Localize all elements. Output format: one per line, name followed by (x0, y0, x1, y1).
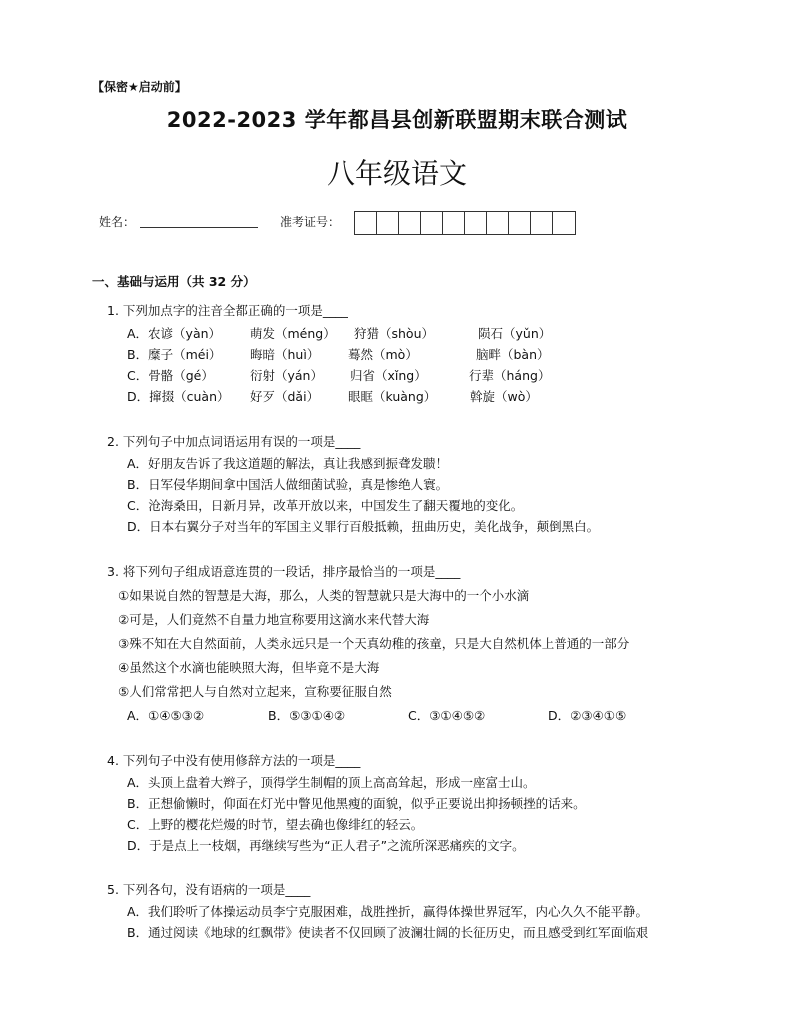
q3-sentence-4: ④虽然这个水滴也能映照大海，但毕竟不是大海 (118, 660, 380, 675)
section-heading: 一、基础与运用（共 32 分） (92, 274, 256, 289)
q4-option-b: B．正想偷懒时，仰面在灯光中瞥见他黑瘦的面貌，似乎正要说出抑扬顿挫的话来。 (127, 796, 586, 811)
exam-number-box[interactable] (553, 212, 575, 234)
q1-option-text: 晦暗（huì） (250, 347, 320, 362)
q1-option-text: 蓦然（mò） (348, 347, 418, 362)
q1-option-text: B．糜子（méi） (127, 347, 222, 362)
name-field[interactable] (140, 227, 258, 228)
q3-choice-b: B．⑤③①④② (268, 708, 346, 723)
q4-option-a: A．头顶上盘着大辫子，顶得学生制帽的顶上高高耸起，形成一座富士山。 (127, 775, 536, 790)
q2-option-d: D．日本右翼分子对当年的军国主义罪行百般抵赖，扭曲历史，美化战争，颠倒黑白。 (127, 519, 600, 534)
q4-option-d: D．于是点上一枝烟，再继续写些为“正人君子”之流所深恶痛疾的文字。 (127, 838, 525, 853)
exam-number-boxes[interactable] (354, 211, 576, 235)
q3-choice-d: D．②③④①⑤ (548, 708, 627, 723)
q3-choice-a: A．①④⑤③② (127, 708, 205, 723)
exam-number-label: 准考证号： (280, 215, 341, 229)
q1-option-text: 行辈（háng） (469, 368, 551, 383)
exam-title: 2022-2023 学年都昌县创新联盟期末联合测试 (166, 108, 628, 132)
q1-option-text: D．撺掇（cuàn） (127, 389, 230, 404)
q1-option-text: 好歹（dǎi） (250, 389, 320, 404)
q1-option-text: 斡旋（wò） (470, 389, 538, 404)
q2-option-b: B．日军侵华期间拿中国活人做细菌试验，真是惨绝人寰。 (127, 477, 449, 492)
q2-option-a: A．好朋友告诉了我这道题的解法，真让我感到振聋发聩！ (127, 456, 449, 471)
confidential-label: 【保密★启动前】 (92, 80, 187, 94)
q3-sentence-2: ②可是，人们竟然不自量力地宣称要用这滴水来代替大海 (118, 612, 430, 627)
q5-stem: 5. 下列各句，没有语病的一项是____ (107, 882, 311, 897)
exam-subtitle: 八年级语文 (326, 157, 467, 190)
exam-number-box[interactable] (465, 212, 487, 234)
q4-stem: 4. 下列句子中没有使用修辞方法的一项是____ (107, 753, 361, 768)
q1-option-text: 萌发（méng） (250, 326, 336, 341)
exam-number-box[interactable] (531, 212, 553, 234)
q3-choice-c: C．③①④⑤② (408, 708, 486, 723)
q3-sentence-1: ①如果说自然的智慧是大海，那么，人类的智慧就只是大海中的一个小水滴 (118, 588, 530, 603)
q1-option-text: 眼眶（kuàng） (348, 389, 437, 404)
q3-sentence-3: ③殊不知在大自然面前，人类永远只是一个天真幼稚的孩童，只是大自然机体上普通的一部分 (118, 636, 630, 651)
q4-option-c: C．上野的樱花烂熳的时节，望去确也像绯红的轻云。 (127, 817, 424, 832)
q1-stem: 1. 下列加点字的注音全都正确的一项是____ (107, 303, 348, 318)
q1-option-text: C．骨骼（gé） (127, 368, 214, 383)
q5-option-b: B．通过阅读《地球的红飘带》使读者不仅回顾了波澜壮阔的长征历史，而且感受到红军面临艰 (127, 925, 649, 940)
exam-number-box[interactable] (509, 212, 531, 234)
q1-option-text: 狩猎（shòu） (354, 326, 435, 341)
q3-stem: 3. 将下列句子组成语意连贯的一段话，排序最恰当的一项是____ (107, 564, 461, 579)
exam-number-box[interactable] (399, 212, 421, 234)
q1-option-text: 脑畔（bàn） (476, 347, 550, 362)
q2-stem: 2. 下列句子中加点词语运用有误的一项是____ (107, 434, 361, 449)
q5-option-a: A．我们聆听了体操运动员李宁克服困难，战胜挫折，赢得体操世界冠军，内心久久不能平静。 (127, 904, 649, 919)
q1-option-text: A．农谚（yàn） (127, 326, 222, 341)
q3-sentence-5: ⑤人们常常把人与自然对立起来，宣称要征服自然 (118, 684, 392, 699)
exam-number-box[interactable] (355, 212, 377, 234)
exam-number-box[interactable] (443, 212, 465, 234)
name-label: 姓名： (99, 215, 136, 229)
q1-option-text: 陨石（yǔn） (478, 326, 552, 341)
exam-number-box[interactable] (377, 212, 399, 234)
q2-option-c: C．沧海桑田，日新月异，改革开放以来，中国发生了翻天覆地的变化。 (127, 498, 524, 513)
exam-number-box[interactable] (487, 212, 509, 234)
q1-option-text: 衍射（yán） (250, 368, 323, 383)
exam-number-box[interactable] (421, 212, 443, 234)
q1-option-text: 归省（xǐng） (350, 368, 427, 383)
